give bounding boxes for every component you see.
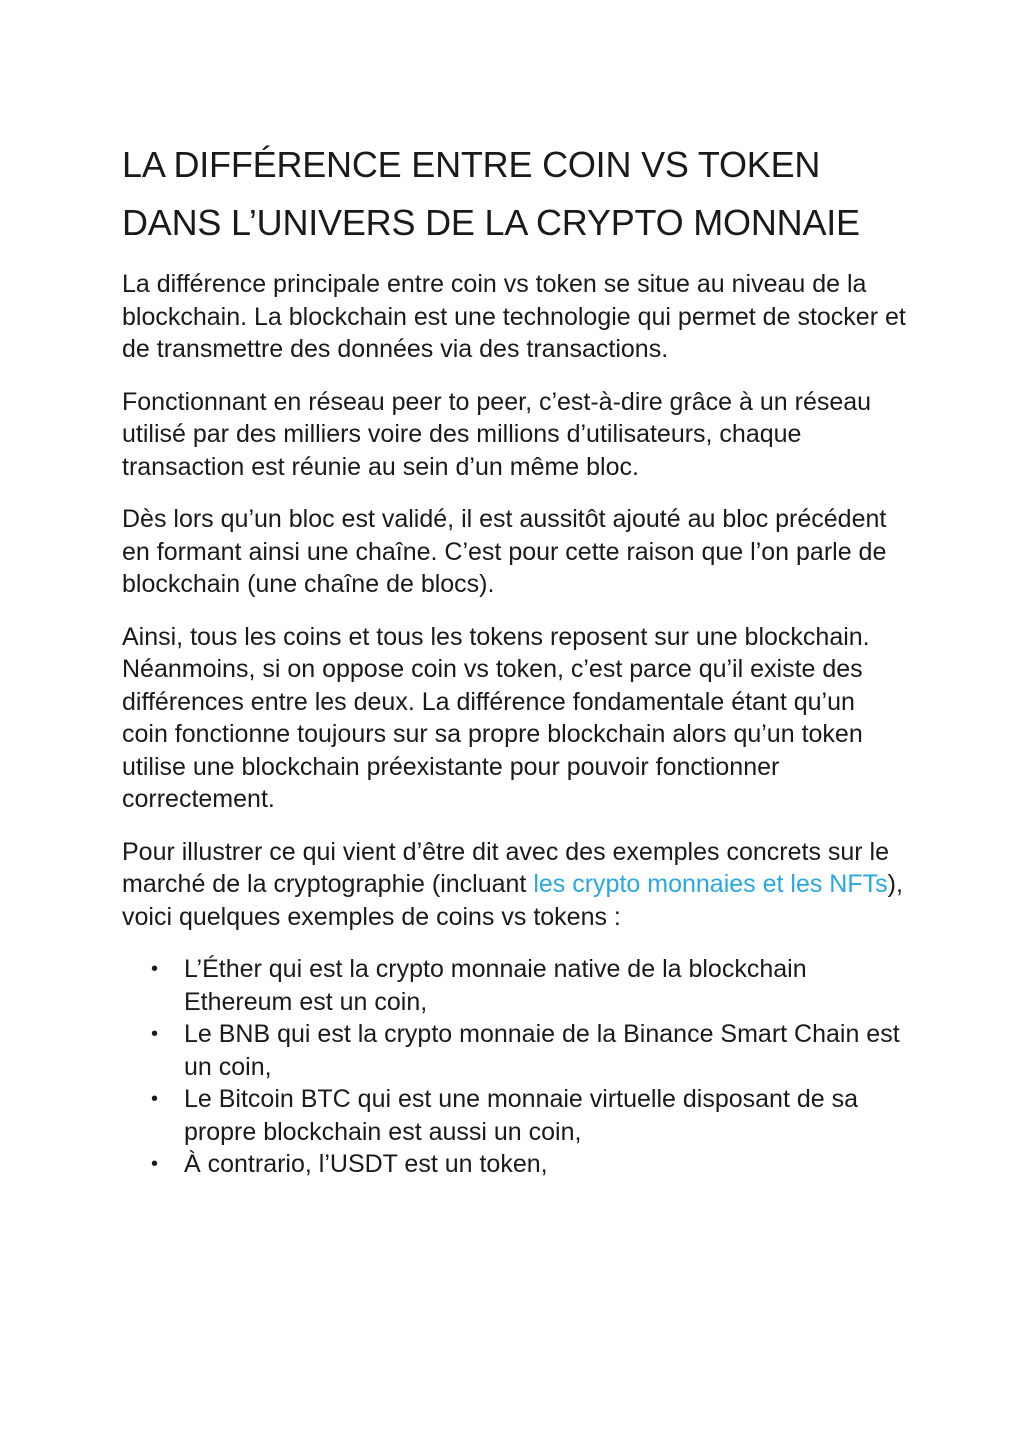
list-item bbox=[122, 1018, 907, 1083]
list-item-text: Le BNB qui est la crypto monnaie de la Binance Smart Chain est un coin, bbox=[184, 1020, 900, 1081]
paragraph-coin-vs-token: Ainsi, tous les coins et tous les tokens reposent sur une blockchain. Néanmoins, si on oppose coin vs token, c’est parce qu’il existe des différences entre les deux. La différence fondamentale étant qu’un coin fonctionne toujours sur sa propre blockchain alors qu’un token utilise une blockchain préexistante pour pouvoir fonctionner correctement. bbox=[122, 622, 870, 813]
crypto-nft-link[interactable]: les crypto monnaies et les NFTs bbox=[533, 870, 888, 898]
list-item-text: Le Bitcoin BTC qui est une monnaie virtuelle disposant de sa propre blockchain est aussi un coin, bbox=[184, 1085, 858, 1146]
bullet-icon: • bbox=[151, 1023, 159, 1045]
bullet-icon: • bbox=[151, 1088, 159, 1110]
examples-intro-text-before: Pour illustrer ce qui vient d’être dit avec des exemples concrets sur le marché de la cryptographie (incluant bbox=[122, 837, 890, 898]
bullet-icon: • bbox=[151, 1153, 159, 1175]
page-title: LA DIFFÉRENCE ENTRE COIN VS TOKEN DANS L’UNIVERS DE LA CRYPTO MONNAIE bbox=[122, 144, 860, 243]
paragraph-bloc-validation: Dès lors qu’un bloc est validé, il est aussitôt ajouté au bloc précédent en formant ainsi une chaîne. C’est pour cette raison que l’on parle de blockchain (une chaîne de blocs). bbox=[122, 505, 887, 598]
paragraph-peer-to-peer: Fonctionnant en réseau peer to peer, c’est-à-dire grâce à un réseau utilisé par des milliers voire des millions d’utilisateurs, chaque transaction est réunie au sein d’un même bloc. bbox=[122, 387, 872, 481]
list-item bbox=[122, 953, 907, 1018]
document-page bbox=[122, 136, 907, 1181]
list-item-text: L’Éther qui est la crypto monnaie native de la blockchain Ethereum est un coin, bbox=[184, 955, 807, 1016]
list-item bbox=[122, 1083, 907, 1148]
examples-intro-text-after: ), voici quelques exemples de coins vs tokens : bbox=[122, 870, 903, 931]
paragraph-blockchain-intro: La différence principale entre coin vs token se situe au niveau de la blockchain. La blockchain est une technologie qui permet de stocker et de transmettre des données via des transactions. bbox=[122, 270, 906, 363]
examples-list bbox=[122, 953, 907, 1181]
list-item-text: À contrario, l’USDT est un token, bbox=[184, 1150, 548, 1178]
paragraph-examples-intro bbox=[122, 836, 907, 934]
bullet-icon: • bbox=[151, 958, 159, 980]
list-item bbox=[122, 1148, 907, 1181]
